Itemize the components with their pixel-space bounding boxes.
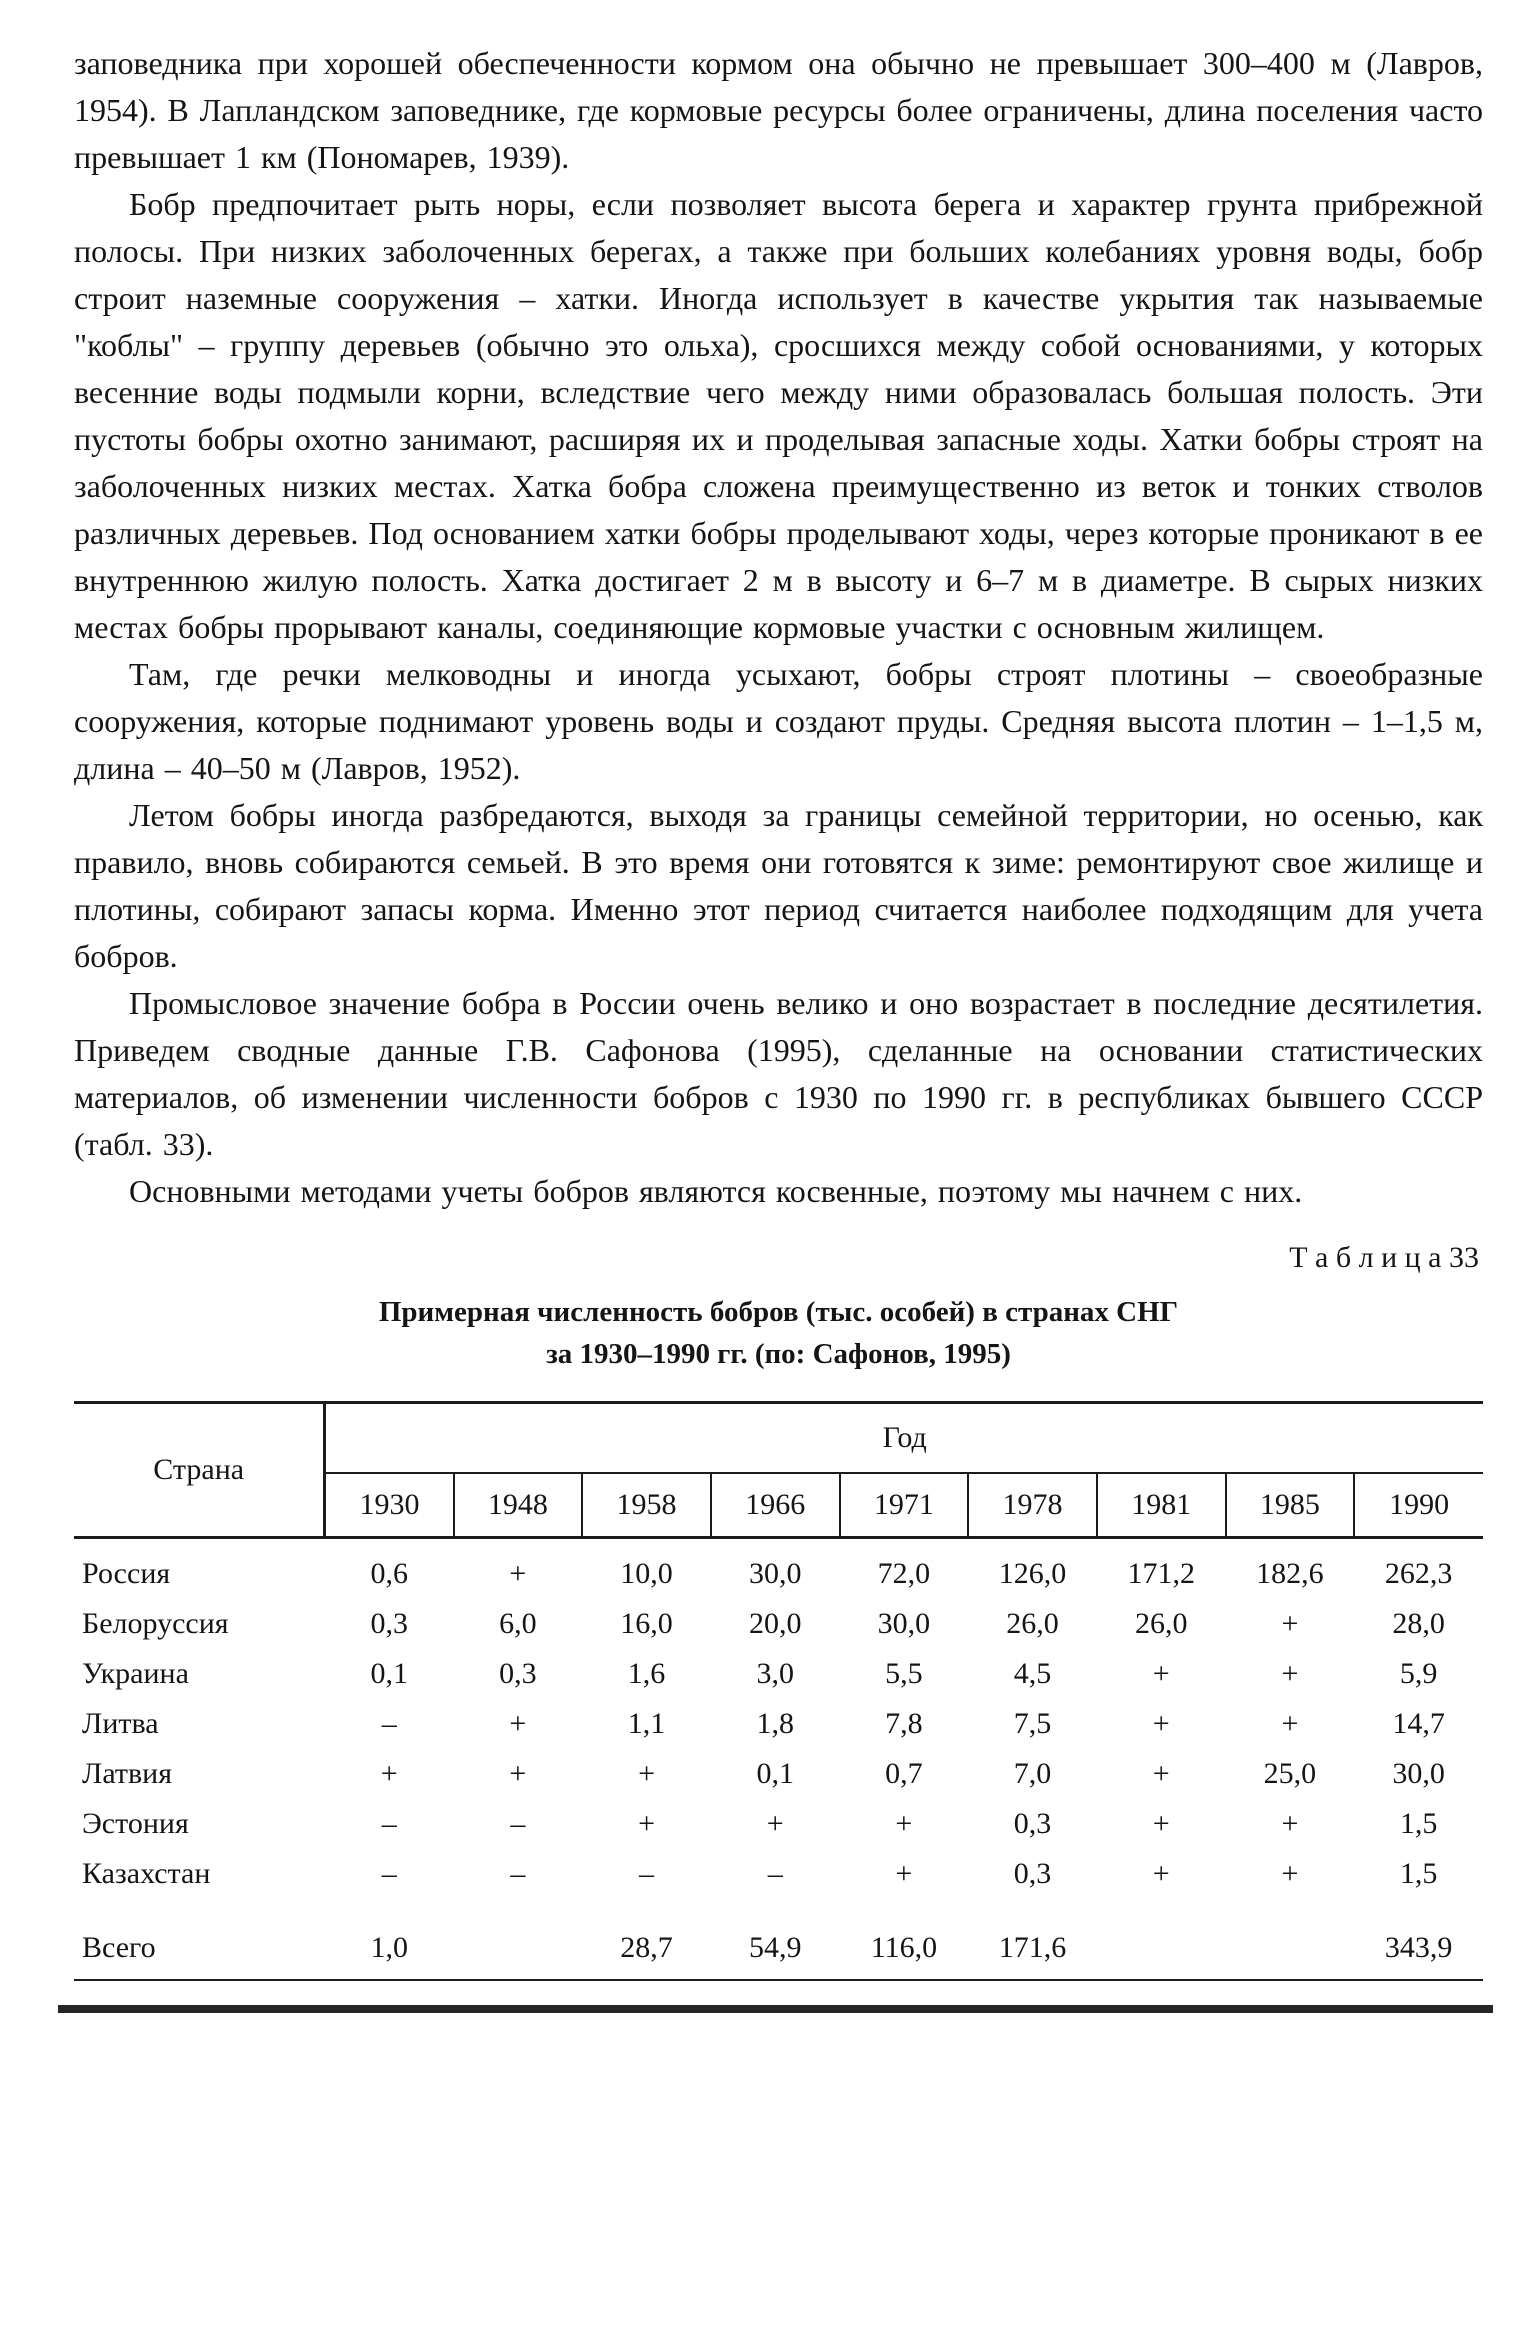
- table-row: [74, 1799, 1483, 1849]
- paragraph: Бобр предпочитает рыть норы, если позволяет высота берега и характер грунта прибрежной полосы. При низких заболоченных берегах, а также при больших колебаниях уровня воды, бобр строит наземные сооружения – хатки. Иногда использует в качестве укрытия так называемые "коблы" – группу деревьев (обычно это ольха), сросшихся между собой основаниями, у которых весенние воды подмыли корни, вследствие чего между ними образовалась большая полость. Эти пустоты бобры охотно занимают, расширяя их и проделывая запасные ходы. Хатки бобры строят на заболоченных низких местах. Хатка бобра сложена преимущественно из веток и тонких стволов различных деревьев. Под основанием хатки бобры проделывают ходы, через которые проникают в ее внутреннюю жилую полость. Хатка достигает 2 м в высоту и 6–7 м в диаметре. В сырых низких местах бобры прорывают каналы, соединяющие кормовые участки с основным жилищем.: [74, 186, 1483, 645]
- value-cell: 7,0: [1013, 1757, 1052, 1790]
- value-cell: 126,0: [998, 1557, 1067, 1590]
- table-row: [74, 1599, 1483, 1649]
- column-header-year: 1948: [454, 1473, 583, 1538]
- value-cell: +: [1281, 1607, 1299, 1640]
- column-header-year: 1990: [1354, 1473, 1483, 1538]
- value-cell: 182,6: [1256, 1557, 1324, 1590]
- paragraph: Там, где речки мелководны и иногда усыхают, бобры строят плотины – своеобразные сооружения, которые поднимают уровень воды и создают пруды. Средняя высота плотин – 1–1,5 м, длина – 40–50 м (Лавров, 1952).: [74, 656, 1483, 786]
- body-text: [74, 40, 1483, 1215]
- table-title-line2: за 1930–1990 гг. (по: Сафонов, 1995): [546, 1338, 1011, 1370]
- table-total-row: [74, 1899, 1483, 1980]
- column-header-year-group: Год: [325, 1403, 1483, 1474]
- value-cell: 0,3: [1013, 1857, 1052, 1890]
- value-cell: 7,8: [885, 1707, 923, 1740]
- value-cell: –: [510, 1807, 526, 1840]
- value-cell: +: [509, 1757, 527, 1790]
- value-cell: 25,0: [1263, 1757, 1317, 1790]
- value-cell: +: [638, 1757, 655, 1790]
- value-cell: 6,0: [499, 1607, 537, 1640]
- paragraph: Основными методами учеты бобров являются косвенные, поэтому мы начнем с них.: [129, 1173, 1303, 1209]
- country-cell: Литва: [82, 1707, 159, 1740]
- total-value-cell: 28,7: [582, 1899, 711, 1980]
- value-cell: –: [639, 1857, 655, 1890]
- value-cell: 0,7: [885, 1757, 923, 1790]
- value-cell: 171,2: [1127, 1557, 1195, 1590]
- value-cell: +: [1152, 1807, 1170, 1840]
- value-cell: +: [509, 1557, 527, 1590]
- value-cell: 72,0: [877, 1557, 931, 1590]
- value-cell: 3,0: [756, 1657, 794, 1690]
- table-body: [74, 1538, 1483, 1981]
- value-cell: +: [895, 1807, 913, 1840]
- value-cell: +: [1281, 1707, 1299, 1740]
- value-cell: 0,1: [756, 1757, 794, 1790]
- paragraph: Летом бобры иногда разбредаются, выходя за границы семейной территории, но осенью, как правило, вновь собираются семьей. В это время они готовятся к зиме: ремонтируют свое жилище и плотины, собирают запасы корма. Именно этот период считается наиболее подходящим для учета бобров.: [74, 797, 1483, 974]
- table-label: Т а б л и ц а 33: [1289, 1241, 1479, 1274]
- value-cell: –: [381, 1857, 397, 1890]
- country-cell: Латвия: [82, 1757, 173, 1790]
- value-cell: +: [1281, 1807, 1299, 1840]
- value-cell: –: [381, 1707, 397, 1740]
- total-value-cell: 116,0: [840, 1899, 969, 1980]
- value-cell: 1,5: [1399, 1857, 1438, 1890]
- value-cell: –: [381, 1807, 397, 1840]
- country-cell: Эстония: [82, 1807, 189, 1840]
- paragraph: Промысловое значение бобра в России очень велико и оно возрастает в последние десятилетия. Приведем сводные данные Г.В. Сафонова (1995), сделанные на основании статистических материалов, об изменении численности бобров с 1930 по 1990 гг. в республиках бывшего СССР (табл. 33).: [74, 985, 1483, 1162]
- value-cell: +: [1152, 1657, 1170, 1690]
- column-header-year: 1981: [1097, 1473, 1226, 1538]
- total-value-cell: [1097, 1899, 1226, 1980]
- value-cell: –: [510, 1857, 526, 1890]
- value-cell: 26,0: [1134, 1607, 1188, 1640]
- value-cell: 0,3: [499, 1657, 537, 1690]
- country-cell: Белоруссия: [82, 1607, 229, 1640]
- value-cell: +: [1152, 1757, 1170, 1790]
- total-value-cell: 54,9: [711, 1899, 840, 1980]
- total-value-cell: 343,9: [1354, 1899, 1483, 1980]
- table-row: [74, 1538, 1483, 1600]
- value-cell: +: [766, 1807, 784, 1840]
- value-cell: +: [1152, 1857, 1170, 1890]
- value-cell: +: [638, 1807, 655, 1840]
- value-cell: 30,0: [877, 1607, 931, 1640]
- country-cell: Украина: [82, 1657, 189, 1690]
- page-bottom-rule: [58, 2005, 1493, 2013]
- value-cell: 1,1: [627, 1707, 666, 1740]
- value-cell: +: [380, 1757, 398, 1790]
- value-cell: 26,0: [1006, 1607, 1059, 1640]
- total-value-cell: 171,6: [968, 1899, 1097, 1980]
- total-value-cell: [1226, 1899, 1355, 1980]
- value-cell: 262,3: [1384, 1557, 1453, 1590]
- value-cell: 1,8: [756, 1707, 794, 1740]
- column-header-year: 1978: [968, 1473, 1097, 1538]
- beaver-population-table: [74, 1401, 1483, 1981]
- column-header-year: 1958: [582, 1473, 711, 1538]
- country-cell: Казахстан: [82, 1857, 211, 1890]
- value-cell: 4,5: [1013, 1657, 1052, 1690]
- total-label-cell: Всего: [74, 1899, 325, 1980]
- value-cell: 7,5: [1013, 1707, 1052, 1740]
- value-cell: 16,0: [620, 1607, 673, 1640]
- value-cell: 14,7: [1392, 1707, 1445, 1740]
- table-row: [74, 1849, 1483, 1899]
- column-header-year: 1930: [325, 1473, 454, 1538]
- table-title: [74, 1291, 1483, 1375]
- total-value-cell: [454, 1899, 583, 1980]
- table-header-row-groups: [74, 1403, 1483, 1474]
- value-cell: +: [1281, 1657, 1299, 1690]
- table-row: [74, 1749, 1483, 1799]
- value-cell: 0,3: [1013, 1807, 1052, 1840]
- value-cell: +: [895, 1857, 913, 1890]
- value-cell: –: [767, 1857, 783, 1890]
- paragraph: заповедника при хорошей обеспеченности кормом она обычно не превышает 300–400 м (Лавров, 1954). В Лапландском заповеднике, где кормовые ресурсы более ограничены, длина поселения часто превышает 1 км (Пономарев, 1939).: [74, 45, 1483, 175]
- value-cell: 0,1: [370, 1657, 408, 1690]
- value-cell: 0,3: [370, 1607, 408, 1640]
- column-header-country: Страна: [74, 1403, 325, 1538]
- column-header-year: 1985: [1226, 1473, 1355, 1538]
- table-header: [74, 1403, 1483, 1538]
- value-cell: 30,0: [1392, 1757, 1445, 1790]
- value-cell: 0,6: [370, 1557, 408, 1590]
- country-cell: Россия: [82, 1557, 171, 1590]
- column-header-year: 1971: [840, 1473, 969, 1538]
- value-cell: 1,5: [1399, 1807, 1438, 1840]
- value-cell: 5,5: [885, 1657, 923, 1690]
- value-cell: 5,9: [1399, 1657, 1438, 1690]
- value-cell: 20,0: [748, 1607, 802, 1640]
- value-cell: 10,0: [620, 1557, 673, 1590]
- table-title-line1: Примерная численность бобров (тыс. особей) в странах СНГ: [378, 1296, 1179, 1328]
- table-row: [74, 1649, 1483, 1699]
- table-row: [74, 1699, 1483, 1749]
- value-cell: 1,6: [627, 1657, 666, 1690]
- total-value-cell: 1,0: [325, 1899, 454, 1980]
- value-cell: +: [509, 1707, 527, 1740]
- value-cell: 28,0: [1392, 1607, 1445, 1640]
- value-cell: +: [1152, 1707, 1170, 1740]
- value-cell: +: [1281, 1857, 1299, 1890]
- column-header-year: 1966: [711, 1473, 840, 1538]
- value-cell: 30,0: [748, 1557, 802, 1590]
